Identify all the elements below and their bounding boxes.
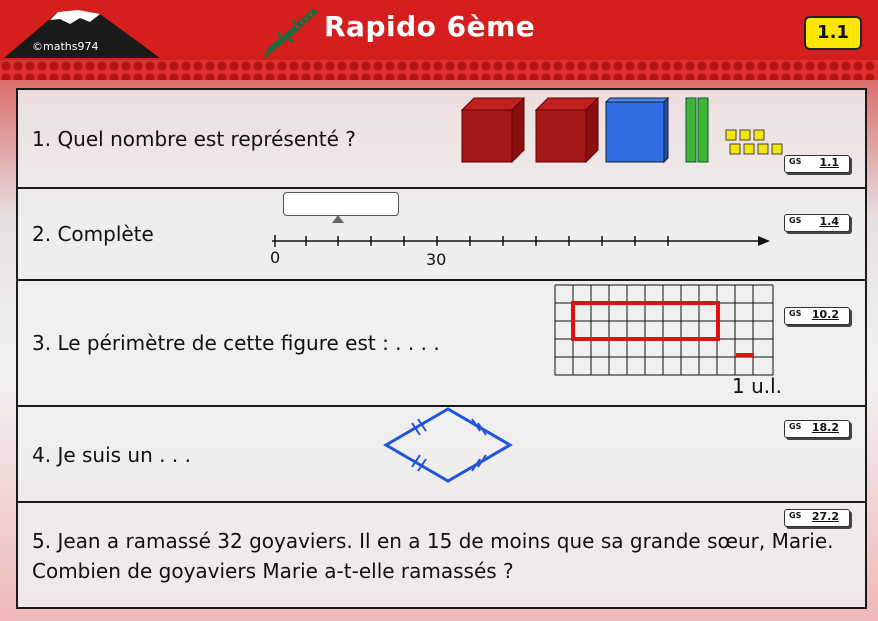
gs-reference-badge <box>784 214 850 232</box>
unit-length-label: 1 u.l. <box>732 374 783 398</box>
gs-reference-badge <box>784 307 850 325</box>
answer-input-box[interactable] <box>283 192 399 216</box>
questions-card <box>16 88 867 609</box>
ten-rod-1-icon <box>686 98 696 162</box>
logo-text: ©maths974 <box>32 40 99 53</box>
gs-value: 1.1 <box>819 156 839 169</box>
gs-tag: GS <box>789 511 802 520</box>
gs-value: 1.4 <box>819 215 839 228</box>
perimeter-grid-figure <box>554 284 794 402</box>
gs-value: 18.2 <box>811 421 839 434</box>
lace-border <box>0 60 878 80</box>
ten-rod-2-icon <box>698 98 708 162</box>
version-badge: 1.1 <box>804 16 862 50</box>
gs-tag: GS <box>789 157 802 166</box>
gs-reference-badge <box>784 420 850 438</box>
question-1-text: 1. Quel nombre est représenté ? <box>32 127 356 151</box>
thousand-cube-2-icon <box>536 98 598 162</box>
number-line-mid-label: 30 <box>426 250 447 269</box>
number-line <box>268 215 788 279</box>
gs-value: 10.2 <box>811 308 839 321</box>
page-title: Rapido 6ème <box>324 10 536 43</box>
question-3-row <box>18 279 865 407</box>
gecko-icon <box>262 6 322 60</box>
number-line-start-label: 0 <box>270 248 281 267</box>
gs-tag: GS <box>789 216 802 225</box>
gs-tag: GS <box>789 309 802 318</box>
gs-reference-badge <box>784 509 850 527</box>
gs-value: 27.2 <box>811 510 839 523</box>
base-ten-blocks-icon <box>458 94 798 170</box>
question-4-text: 4. Je suis un . . . <box>32 443 191 467</box>
unit-cubes-icon <box>726 130 782 154</box>
thousand-cube-1-icon <box>462 98 524 162</box>
gs-reference-badge <box>784 155 850 173</box>
question-1-row <box>18 90 865 189</box>
rhombus-figure <box>380 405 520 489</box>
question-3-text: 3. Le périmètre de cette figure est : . . . . <box>32 331 440 355</box>
question-5-text: 5. Jean a ramassé 32 goyaviers. Il en a 15 de moins que sa grande sœur, Marie. Combien de goyaviers Marie a-t-elle ramassés ? <box>32 529 834 583</box>
question-4-row <box>18 405 865 503</box>
question-5-row <box>18 501 865 605</box>
hundred-flat-icon <box>606 98 668 162</box>
question-2-row <box>18 187 865 281</box>
question-2-text: 2. Complète <box>32 222 154 246</box>
gs-tag: GS <box>789 422 802 431</box>
